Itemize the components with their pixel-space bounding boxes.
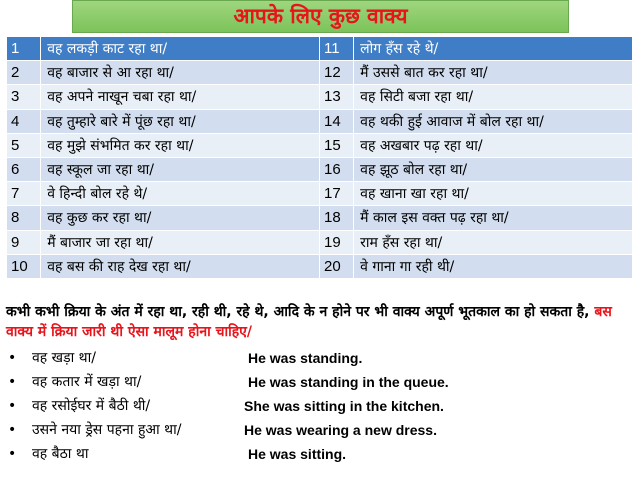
sentence-cell: वह बस की राह देख रहा था/ (41, 254, 320, 278)
table-row (7, 206, 633, 230)
title-banner (72, 0, 569, 33)
row-number: 13 (319, 85, 353, 109)
row-number: 17 (319, 182, 353, 206)
english-translation: He was standing in the queue. (248, 374, 449, 390)
sentence-cell: वे हिन्दी बोल रहे थे/ (41, 182, 320, 206)
table-row (7, 109, 633, 133)
row-number: 18 (319, 206, 353, 230)
row-number: 1 (7, 37, 41, 61)
note-highlight: बस वाक्य में क्रिया जारी थी ऐसा मालूम होना चाहिए/ (6, 304, 612, 340)
row-number: 5 (7, 133, 41, 157)
row-number: 12 (319, 61, 353, 85)
table-row (7, 254, 633, 278)
sentence-table (6, 36, 633, 279)
table-row (7, 61, 633, 85)
sentence-cell: वह कुछ कर रहा था/ (41, 206, 320, 230)
row-number: 3 (7, 85, 41, 109)
row-number: 14 (319, 109, 353, 133)
bullet-icon: • (8, 398, 17, 414)
sentence-cell: राम हँस रहा था/ (354, 230, 633, 254)
sentence-cell: वह तुम्हारे बारे में पूंछ रहा था/ (41, 109, 320, 133)
sentence-cell: मैं काल इस वक्त पढ़ रहा था/ (354, 206, 633, 230)
sentence-cell: वह अखबार पढ़ रहा था/ (354, 133, 633, 157)
hindi-sentence: वह कतार में खड़ा था/ (32, 374, 142, 390)
bullet-icon: • (8, 374, 17, 390)
sentence-cell: वे गाना गा रही थी/ (354, 254, 633, 278)
row-number: 16 (319, 157, 353, 181)
hindi-sentence: वह रसोईघर में बैठी थी/ (32, 398, 151, 414)
english-translation: He was standing. (248, 350, 363, 366)
row-number: 10 (7, 254, 41, 278)
sentence-cell: वह खाना खा रहा था/ (354, 182, 633, 206)
sentence-cell: वह स्कूल जा रहा था/ (41, 157, 320, 181)
row-number: 6 (7, 157, 41, 181)
list-item (8, 420, 638, 444)
table-row (7, 182, 633, 206)
table-row (7, 37, 633, 61)
hindi-sentence: उसने नया ड्रेस पहना हुआ था/ (32, 422, 182, 438)
table-row (7, 230, 633, 254)
english-translation: He was wearing a new dress. (244, 422, 437, 438)
row-number: 7 (7, 182, 41, 206)
example-list (8, 348, 638, 468)
page-title: आपके लिए कुछ वाक्य (233, 4, 408, 28)
row-number: 9 (7, 230, 41, 254)
table-row (7, 157, 633, 181)
english-translation: He was sitting. (248, 446, 347, 462)
row-number: 19 (319, 230, 353, 254)
sentence-cell: वह बाजार से आ रहा था/ (41, 61, 320, 85)
sentence-cell: वह थकी हुई आवाज में बोल रहा था/ (354, 109, 633, 133)
row-number: 4 (7, 109, 41, 133)
list-item (8, 396, 638, 420)
sentence-cell: वह सिटी बजा रहा था/ (354, 85, 633, 109)
sentence-cell: लोग हँस रहे थे/ (354, 37, 633, 61)
list-item (8, 444, 638, 468)
grammar-note (6, 302, 636, 342)
row-number: 20 (319, 254, 353, 278)
sentence-cell: मैं बाजार जा रहा था/ (41, 230, 320, 254)
sentence-cell: मैं उससे बात कर रहा था/ (354, 61, 633, 85)
hindi-sentence: वह खड़ा था/ (32, 350, 96, 366)
sentence-cell: वह अपने नाखून चबा रहा था/ (41, 85, 320, 109)
row-number: 11 (319, 37, 353, 61)
english-translation: She was sitting in the kitchen. (244, 398, 444, 414)
row-number: 2 (7, 61, 41, 85)
note-text: कभी कभी क्रिया के अंत में रहा था, रही थी, रहे थे, आदि के न होने पर भी वाक्य अपूर्ण भूतकाल का हो सकता है, (6, 304, 595, 320)
row-number: 15 (319, 133, 353, 157)
table-row (7, 133, 633, 157)
sentence-cell: वह लकड़ी काट रहा था/ (41, 37, 320, 61)
bullet-icon: • (8, 422, 17, 438)
sentence-cell: वह मुझे संभमित कर रहा था/ (41, 133, 320, 157)
bullet-icon: • (8, 446, 17, 462)
bullet-icon: • (8, 350, 17, 366)
list-item (8, 372, 638, 396)
table-row (7, 85, 633, 109)
row-number: 8 (7, 206, 41, 230)
list-item (8, 348, 638, 372)
sentence-cell: वह झूठ बोल रहा था/ (354, 157, 633, 181)
hindi-sentence: वह बैठा था (32, 446, 89, 462)
